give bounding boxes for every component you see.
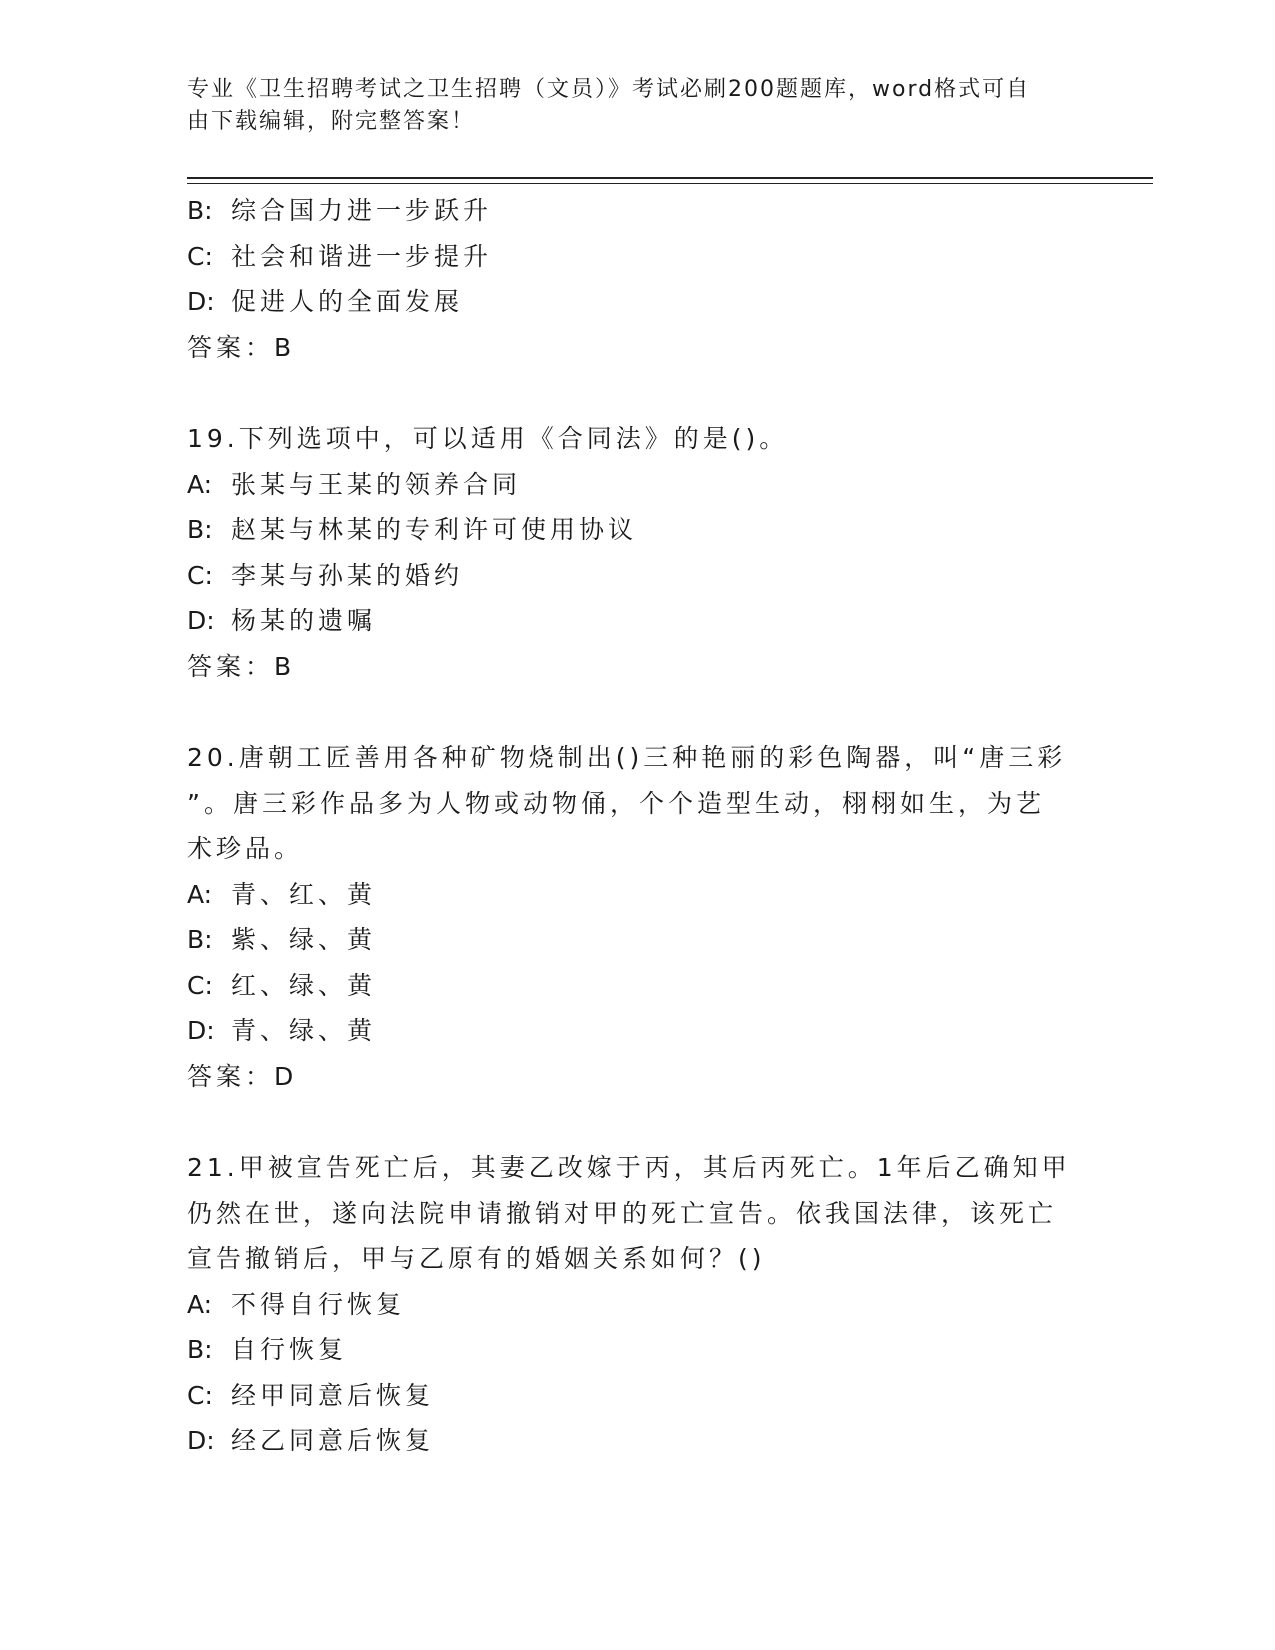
spacer — [187, 370, 1087, 416]
option-key: C: — [187, 970, 213, 1000]
q21-option-d — [187, 1418, 1087, 1464]
q21-stem-line-2: 仍然在世，遂向法院申请撤销对甲的死亡宣告。依我国法律，该死亡 — [187, 1198, 1058, 1228]
q20-option-d — [187, 1008, 1087, 1054]
option-text: 不得自行恢复 — [231, 1289, 406, 1319]
option-text: 综合国力进一步跃升 — [231, 196, 493, 225]
q19-answer: 答案：B — [187, 651, 296, 681]
option-key: C: — [187, 560, 213, 590]
header-rule-thin — [187, 183, 1153, 184]
q20-stem-line-1: 20.唐朝工匠善用各种矿物烧制出()三种艳丽的彩色陶器，叫“唐三彩 — [187, 743, 1067, 772]
option-key: B: — [187, 925, 213, 954]
q19-stem: 19.下列选项中，可以适用《合同法》的是()。 — [187, 424, 789, 453]
option-key: A: — [187, 1289, 213, 1319]
q21-option-c — [187, 1373, 1087, 1419]
document-header — [187, 74, 1067, 138]
q21-stem-line-1: 21.甲被宣告死亡后，其妻乙改嫁于丙，其后丙死亡。1年后乙确知甲 — [187, 1153, 1071, 1182]
option-text: 李某与孙某的婚约 — [231, 560, 464, 590]
option-key: A: — [187, 879, 213, 909]
option-key: B: — [187, 515, 213, 544]
option-text: 经甲同意后恢复 — [231, 1380, 435, 1410]
q21-option-a — [187, 1282, 1087, 1328]
option-key: B: — [187, 196, 213, 225]
q20-option-c — [187, 963, 1087, 1009]
q20-option-b — [187, 917, 1087, 963]
spacer — [187, 689, 1087, 735]
option-key: D: — [187, 287, 215, 316]
option-text: 自行恢复 — [231, 1335, 348, 1364]
header-rule-thick — [187, 177, 1153, 179]
q21-stem-line-3: 宣告撤销后，甲与乙原有的婚姻关系如何？() — [187, 1244, 766, 1273]
option-text: 红、绿、黄 — [231, 970, 377, 1000]
header-line-1: 专业《卫生招聘考试之卫生招聘（文员）》考试必刷200题题库，word格式可自 — [187, 77, 1031, 102]
option-text: 经乙同意后恢复 — [231, 1426, 435, 1455]
option-key: A: — [187, 469, 213, 499]
q19-option-a — [187, 462, 1087, 508]
q20-stem-line-2: ”。唐三彩作品多为人物或动物俑，个个造型生动，栩栩如生，为艺 — [187, 788, 1045, 818]
spacer — [187, 1099, 1087, 1145]
q19-option-d — [187, 598, 1087, 644]
question-body — [187, 188, 1087, 1464]
q20-answer: 答案：D — [187, 1061, 298, 1091]
option-text: 杨某的遗嘱 — [231, 606, 377, 635]
q19-option-c — [187, 553, 1087, 599]
option-key: C: — [187, 241, 213, 271]
option-text: 赵某与林某的专利许可使用协议 — [231, 515, 638, 544]
q18-answer: 答案：B — [187, 332, 296, 362]
option-text: 紫、绿、黄 — [231, 925, 377, 954]
q18-option-c — [187, 234, 1087, 280]
q18-option-b — [187, 188, 1087, 234]
option-key: D: — [187, 1426, 215, 1455]
q21-option-b — [187, 1327, 1087, 1373]
q18-option-d — [187, 279, 1087, 325]
option-key: D: — [187, 606, 215, 635]
option-text: 社会和谐进一步提升 — [231, 241, 493, 271]
option-text: 青、绿、黄 — [231, 1016, 377, 1045]
option-key: D: — [187, 1016, 215, 1045]
q20-stem-line-3: 术珍品。 — [187, 834, 304, 863]
header-line-2: 由下载编辑，附完整答案！ — [187, 109, 476, 134]
option-text: 张某与王某的领养合同 — [231, 469, 522, 499]
q20-option-a — [187, 872, 1087, 918]
q19-option-b — [187, 507, 1087, 553]
option-key: C: — [187, 1380, 213, 1410]
option-text: 青、红、黄 — [231, 879, 377, 909]
option-text: 促进人的全面发展 — [231, 287, 464, 316]
option-key: B: — [187, 1335, 213, 1364]
